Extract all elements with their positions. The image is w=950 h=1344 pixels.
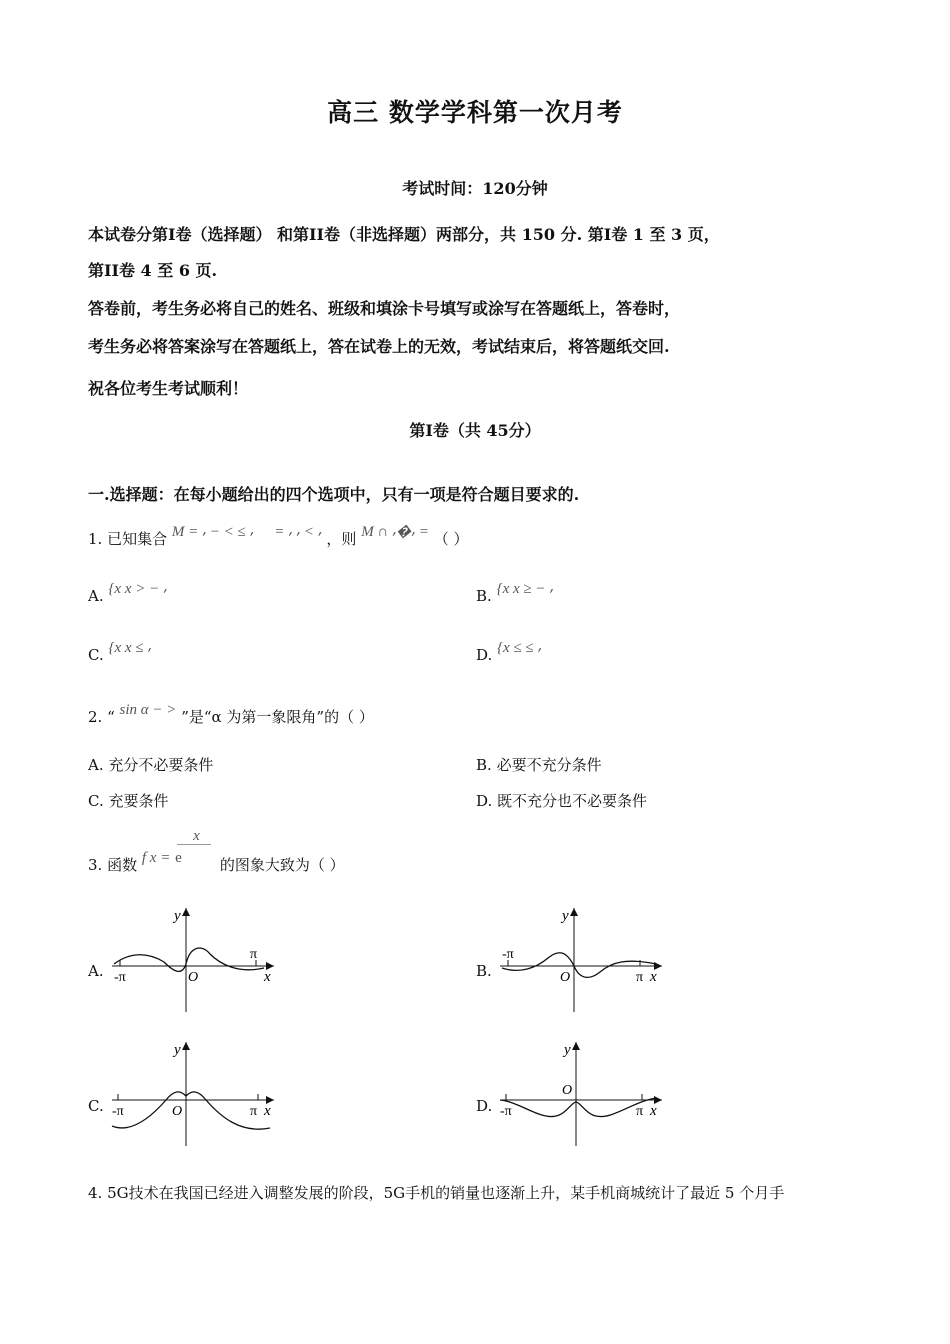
neg-pi-label: -π bbox=[112, 1104, 124, 1119]
q2-option-d[interactable] bbox=[476, 790, 647, 811]
q1-option-b[interactable] bbox=[476, 581, 554, 606]
y-axis-arrow bbox=[182, 1042, 190, 1050]
y-axis-arrow bbox=[182, 908, 190, 916]
option-text: 充要条件 bbox=[108, 792, 169, 810]
origin-label: O bbox=[188, 970, 199, 985]
q3-graph-b bbox=[496, 902, 668, 1014]
intro-line-1: 本试卷分第I卷（选择题） 和第II卷（非选择题）两部分，共 150 分. 第I卷 1 至 3 页， bbox=[88, 225, 720, 244]
q1-option-c[interactable] bbox=[88, 640, 152, 665]
curve bbox=[502, 953, 656, 978]
q3-option-a[interactable] bbox=[88, 962, 104, 980]
option-label: B. bbox=[476, 756, 492, 774]
option-expr: {x x > − ⸴ bbox=[108, 581, 167, 597]
option-expr: {x x ≤ ⸴ bbox=[108, 640, 152, 656]
neg-pi-label: -π bbox=[114, 970, 126, 985]
question-1 bbox=[88, 524, 469, 549]
q2-expr: sin α − > bbox=[119, 702, 177, 718]
q1-option-a[interactable] bbox=[88, 581, 167, 606]
option-label: A. bbox=[88, 587, 104, 605]
option-label: B. bbox=[476, 587, 492, 605]
option-text: 必要不充分条件 bbox=[496, 756, 602, 774]
option-label: C. bbox=[88, 792, 104, 810]
option-label: A. bbox=[88, 756, 104, 774]
section-title: 第I卷（共 45分） bbox=[409, 421, 541, 440]
x-label: x bbox=[650, 1103, 657, 1119]
option-text: 既不充分也不必要条件 bbox=[497, 792, 648, 810]
q3-fraction bbox=[175, 828, 215, 870]
origin-label: O bbox=[172, 1104, 183, 1119]
exam-title: 高三 数学学科第一次月考 bbox=[327, 98, 623, 127]
y-label: y bbox=[174, 1042, 181, 1058]
q3-prefix: 3. 函数 bbox=[88, 856, 138, 874]
fraction-bar bbox=[177, 844, 211, 845]
intro-line-3: 答卷前，考生务必将自己的姓名、班级和填涂卡号填写或涂写在答题纸上，答卷时， bbox=[88, 299, 681, 318]
option-label: B. bbox=[476, 962, 492, 980]
q3-option-d[interactable] bbox=[476, 1097, 492, 1115]
q3-numerator: x bbox=[193, 828, 200, 844]
option-label: C. bbox=[88, 1097, 104, 1115]
pi-label: π bbox=[636, 970, 644, 985]
q3-graph-d bbox=[496, 1036, 668, 1148]
q2-option-c[interactable] bbox=[88, 790, 169, 811]
q3-expr: f x = bbox=[141, 850, 171, 866]
q1-set-n: = ⸴ ⸴ < ⸴ bbox=[274, 524, 322, 540]
x-label: x bbox=[650, 969, 657, 985]
neg-pi-label: -π bbox=[500, 1104, 512, 1119]
q2-prefix: 2. “ bbox=[88, 708, 115, 726]
y-label: y bbox=[174, 908, 181, 924]
curve bbox=[112, 1092, 270, 1129]
origin-label: O bbox=[560, 970, 571, 985]
pi-label: π bbox=[250, 947, 258, 962]
option-label: D. bbox=[476, 646, 493, 664]
curve bbox=[500, 1098, 656, 1117]
option-label: A. bbox=[88, 962, 104, 980]
question-4: 4. 5G技术在我国已经进入调整发展的阶段，5G手机的销量也逐渐上升，某手机商城统计了最近 5 个月手 bbox=[88, 1184, 785, 1202]
q3-denominator: e bbox=[175, 850, 182, 866]
q1-option-d[interactable] bbox=[476, 640, 542, 665]
q3-graph-c bbox=[108, 1036, 280, 1148]
q2-option-a[interactable] bbox=[88, 754, 213, 775]
option-expr: {x x ≥ − ⸴ bbox=[496, 581, 554, 597]
q1-expr: M ∩ ⸴�⸴ = bbox=[361, 524, 429, 540]
q3-suffix: 的图象大致为（ ） bbox=[219, 856, 345, 874]
option-label: C. bbox=[88, 646, 104, 664]
neg-pi-label: -π bbox=[502, 947, 514, 962]
q1-mid: ，则 bbox=[326, 530, 357, 548]
q1-set-m: M = ⸴ − < ≤ ⸴ bbox=[171, 524, 254, 540]
option-label: D. bbox=[476, 1097, 493, 1115]
q2-option-b[interactable] bbox=[476, 754, 602, 775]
pi-label: π bbox=[636, 1104, 644, 1119]
q3-option-b[interactable] bbox=[476, 962, 492, 980]
exam-time: 考试时间：120分钟 bbox=[402, 179, 548, 198]
option-text: 充分不必要条件 bbox=[108, 756, 214, 774]
x-label: x bbox=[264, 1103, 271, 1119]
origin-label: O bbox=[562, 1083, 573, 1098]
part-heading: 一.选择题：在每小题给出的四个选项中，只有一项是符合题目要求的. bbox=[88, 485, 580, 504]
question-2 bbox=[88, 702, 374, 727]
question-3 bbox=[88, 828, 345, 875]
y-axis-arrow bbox=[572, 1042, 580, 1050]
q1-prefix: 1. 已知集合 bbox=[88, 530, 168, 548]
y-axis-arrow bbox=[570, 908, 578, 916]
intro-line-2: 第II卷 4 至 6 页. bbox=[88, 261, 218, 280]
curve bbox=[114, 948, 264, 971]
q3-graph-a bbox=[108, 902, 280, 1014]
q3-option-c[interactable] bbox=[88, 1097, 104, 1115]
option-expr: {x ≤ ≤ ⸴ bbox=[497, 640, 542, 656]
y-label: y bbox=[564, 1042, 571, 1058]
intro-line-4: 考生务必将答案涂写在答题纸上，答在试卷上的无效，考试结束后，将答题纸交回. bbox=[88, 337, 670, 356]
q2-suffix: ”是“α 为第一象限角”的（ ） bbox=[181, 708, 374, 726]
pi-label: π bbox=[250, 1104, 258, 1119]
q1-suffix: （ ） bbox=[433, 530, 469, 548]
y-label: y bbox=[562, 908, 569, 924]
intro-line-5: 祝各位考生考试顺利！ bbox=[88, 379, 249, 398]
x-label: x bbox=[264, 969, 271, 985]
option-label: D. bbox=[476, 792, 493, 810]
